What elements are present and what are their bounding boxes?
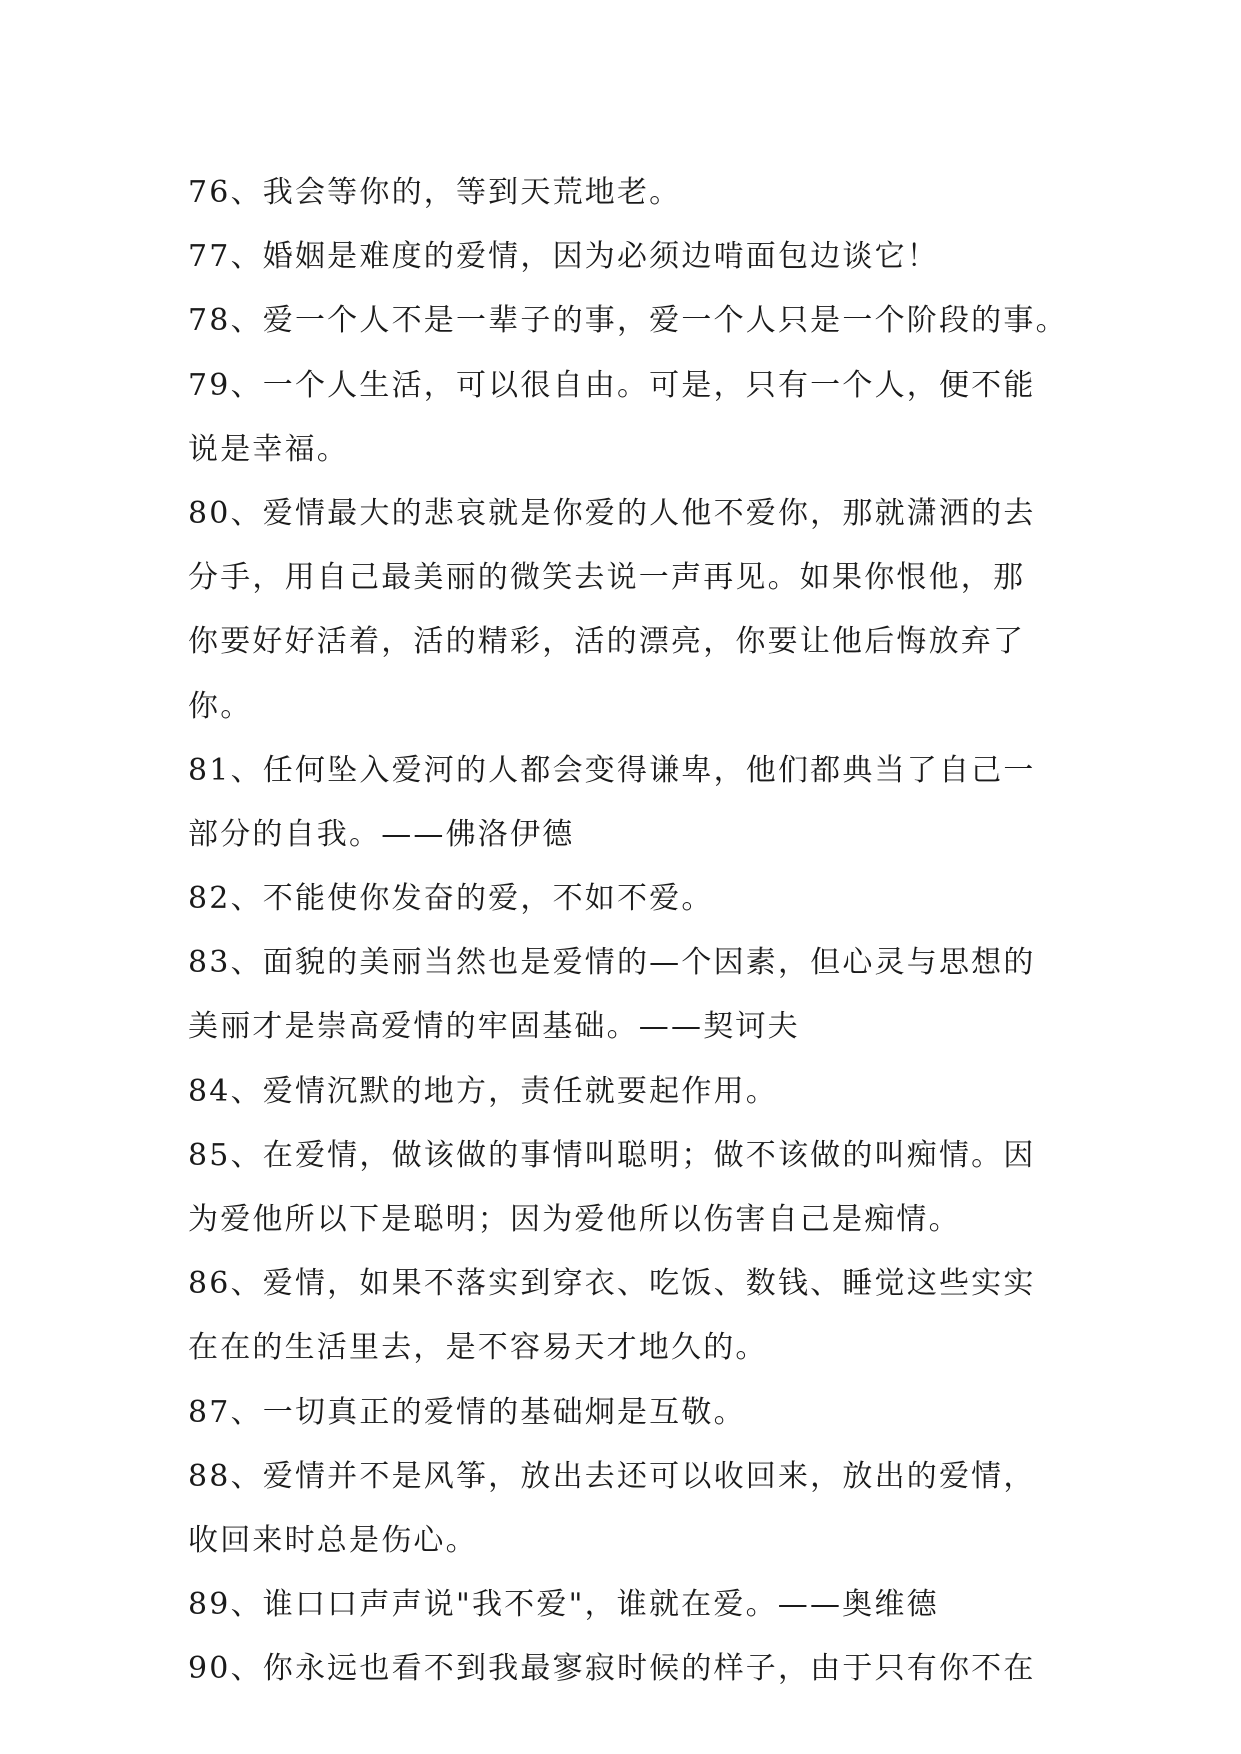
text-line: 90、你永远也看不到我最寥寂时候的样子，由于只有你不在 xyxy=(188,1651,1036,1687)
body-text xyxy=(188,161,1068,1702)
text-line: 81、任何坠入爱河的人都会变得谦卑，他们都典当了自己一 xyxy=(188,752,1036,788)
text-line: 80、爱情最大的悲哀就是你爱的人他不爱你，那就潇洒的去 xyxy=(188,495,1036,531)
text-line: 部分的自我。——佛洛伊德 xyxy=(188,816,575,852)
text-line: 87、一切真正的爱情的基础炯是互敬。 xyxy=(188,1394,746,1430)
text-line: 78、爱一个人不是一辈子的事，爱一个人只是一个阶段的事。 xyxy=(188,303,1068,339)
text-line: 83、面貌的美丽当然也是爱情的—个因素，但心灵与思想的 xyxy=(188,945,1036,981)
text-line: 85、在爱情，做该做的事情叫聪明；做不该做的叫痴情。因 xyxy=(188,1137,1036,1173)
text-line: 说是幸福。 xyxy=(188,431,349,467)
text-line: 你。 xyxy=(188,688,253,724)
text-line: 79、一个人生活，可以很自由。可是，只有一个人，便不能 xyxy=(188,367,1036,403)
text-line: 美丽才是崇高爱情的牢固基础。——契诃夫 xyxy=(188,1009,800,1045)
text-line: 89、谁口口声声说"我不爱"，谁就在爱。——奥维德 xyxy=(188,1587,939,1623)
text-line: 收回来时总是伤心。 xyxy=(188,1522,478,1558)
text-line: 你要好好活着，活的精彩，活的漂亮，你要让他后悔放弃了 xyxy=(188,624,1026,660)
text-line: 84、爱情沉默的地方，责任就要起作用。 xyxy=(188,1073,778,1109)
text-line: 88、爱情并不是风筝，放出去还可以收回来，放出的爱情， xyxy=(188,1458,1036,1494)
text-line: 86、爱情，如果不落实到穿衣、吃饭、数钱、睡觉这些实实 xyxy=(188,1266,1036,1302)
text-line: 为爱他所以下是聪明；因为爱他所以伤害自己是痴情。 xyxy=(188,1202,961,1237)
text-line: 77、婚姻是难度的爱情，因为必须边啃面包边谈它！ xyxy=(188,239,939,275)
text-line: 分手，用自己最美丽的微笑去说一声再见。如果你恨他，那 xyxy=(188,560,1026,596)
text-line: 在在的生活里去，是不容易天才地久的。 xyxy=(188,1330,768,1366)
text-line: 76、我会等你的，等到天荒地老。 xyxy=(188,175,682,210)
text-line: 82、不能使你发奋的爱，不如不爱。 xyxy=(188,881,714,917)
